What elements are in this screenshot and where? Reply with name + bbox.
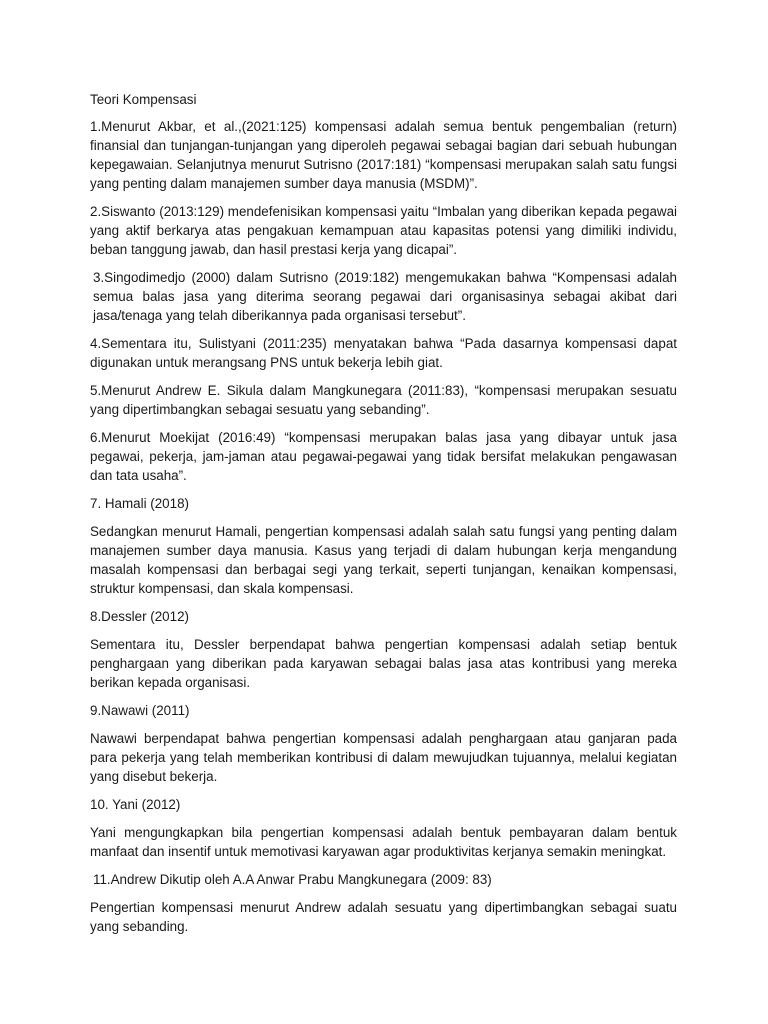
paragraph-hamali: Sedangkan menurut Hamali, pengertian kompensasi adalah salah satu fungsi yang penting dalam manajemen sumber daya manusia. Kasus yang terjadi di dalam hubungan kerja mengandung masalah kompensasi dan berbagai segi yang terkait, seperti tunjangan, kenaikan kompensasi, struktur kompensasi, dan skala kompensasi. [90, 524, 677, 596]
heading-hamali: 7. Hamali (2018) [90, 496, 189, 511]
heading-andrew: 11.Andrew Dikutip oleh A.A Anwar Prabu Mangkunegara (2009: 83) [93, 872, 492, 887]
document-body [90, 90, 677, 945]
heading-nawawi: 9.Nawawi (2011) [90, 703, 190, 718]
heading-yani: 10. Yani (2012) [90, 797, 181, 812]
paragraph-dessler: Sementara itu, Dessler berpendapat bahwa pengertian kompensasi adalah setiap bentuk penghargaan yang diberikan pada karyawan sebagai balas jasa atas kontribusi yang mereka berikan kepada organisasi. [90, 637, 677, 690]
paragraph-andrew: Pengertian kompensasi menurut Andrew adalah sesuatu yang dipertimbangkan sebagai suatu yang sebanding. [90, 900, 677, 934]
paragraph-yani: Yani mengungkapkan bila pengertian kompensasi adalah bentuk pembayaran dalam bentuk manfaat dan insentif untuk memotivasi karyawan agar produktivitas kerjanya semakin meningkat. [90, 825, 677, 859]
paragraph-4: 4.Sementara itu, Sulistyani (2011:235) menyatakan bahwa “Pada dasarnya kompensasi dapat digunakan untuk merangsang PNS untuk bekerja lebih giat. [90, 336, 677, 370]
paragraph-nawawi: Nawawi berpendapat bahwa pengertian kompensasi adalah penghargaan atau ganjaran pada para pekerja yang telah memberikan kontribusi di dalam mewujudkan tujuannya, melalui kegiatan yang disebut bekerja. [90, 731, 677, 784]
paragraph-5: 5.Menurut Andrew E. Sikula dalam Mangkunegara (2011:83), “kompensasi merupakan sesuatu yang dipertimbangkan sebagai sesuatu yang sebanding”. [90, 383, 677, 417]
document-title: Teori Kompensasi [90, 92, 197, 107]
paragraph-3: 3.Singodimedjo (2000) dalam Sutrisno (2019:182) mengemukakan bahwa “Kompensasi adalah semua balas jasa yang diterima seorang pegawai dari organisasinya sebagai akibat dari jasa/tenaga yang telah diberikannya pada organisasi tersebut”. [93, 270, 677, 323]
paragraph-1: 1.Menurut Akbar, et al.,(2021:125) kompensasi adalah semua bentuk pengembalian (return) finansial dan tunjangan-tunjangan yang diperoleh pegawai sebagai bagian dari sebuah hubungan kepegawaian. Selanjutnya menurut Sutrisno (2017:181) “kompensasi merupakan salah satu fungsi yang penting dalam manajemen sumber daya manusia (MSDM)”. [90, 119, 677, 191]
paragraph-6: 6.Menurut Moekijat (2016:49) “kompensasi merupakan balas jasa yang dibayar untuk jasa pegawai, pekerja, jam-jaman atau pegawai-pegawai yang tidak bersifat melakukan pengawasan dan tata usaha”. [90, 430, 677, 483]
paragraph-2: 2.Siswanto (2013:129) mendefenisikan kompensasi yaitu “Imbalan yang diberikan kepada pegawai yang aktif berkarya atas pengakuan kemampuan atau kapasitas potensi yang dimiliki individu, beban tanggung jawab, dan hasil prestasi kerja yang dicapai”. [90, 204, 677, 257]
heading-dessler: 8.Dessler (2012) [90, 609, 189, 624]
